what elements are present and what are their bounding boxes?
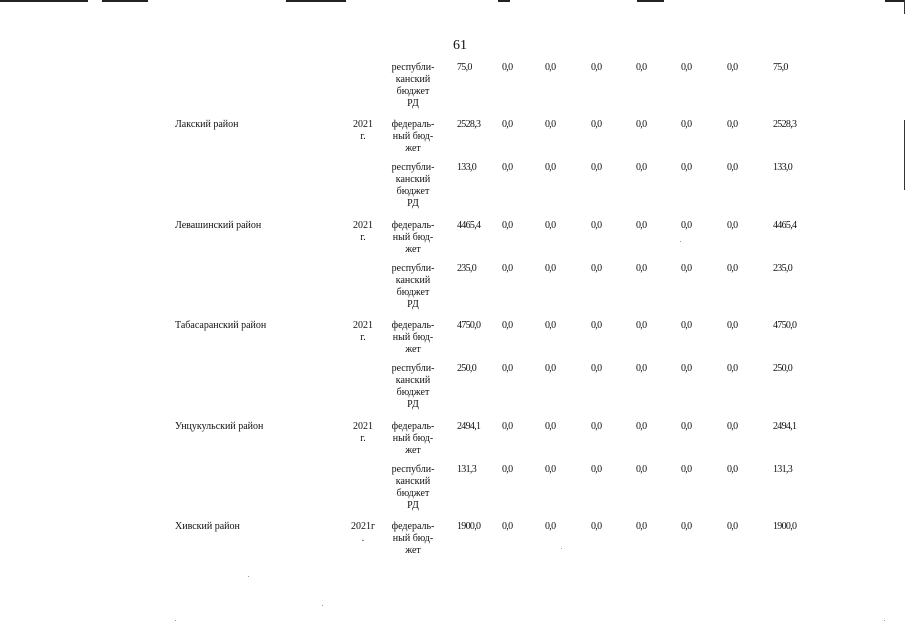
budget-source: республи- канский бюджет РД xyxy=(391,363,435,410)
scan-speck xyxy=(680,241,681,242)
value-cell: 0,0 xyxy=(591,62,602,73)
value-cell: 0,0 xyxy=(681,320,692,331)
value-cell: 0,0 xyxy=(727,521,738,532)
value-cell: 0,0 xyxy=(636,62,647,73)
value-cell: 0,0 xyxy=(681,119,692,130)
scan-edge-line xyxy=(498,0,510,2)
value-cell: 0,0 xyxy=(545,363,556,374)
value-cell: 2494,1 xyxy=(773,421,797,432)
value-cell: 0,0 xyxy=(636,119,647,130)
value-cell: 0,0 xyxy=(591,263,602,274)
budget-source: федераль- ный бюд- жет xyxy=(391,421,435,456)
value-cell: 0,0 xyxy=(727,62,738,73)
value-cell: 0,0 xyxy=(502,320,513,331)
value-cell: 4465,4 xyxy=(773,220,797,231)
year-cell: 2021 г. xyxy=(353,421,373,444)
scan-speck xyxy=(322,605,323,606)
value-cell: 0,0 xyxy=(636,421,647,432)
value-cell: 2528,3 xyxy=(773,119,797,130)
value-cell: 75,0 xyxy=(773,62,788,73)
district-name: Унцукульский район xyxy=(175,421,264,432)
value-cell: 0,0 xyxy=(681,220,692,231)
value-cell: 0,0 xyxy=(502,421,513,432)
value-cell: 0,0 xyxy=(636,162,647,173)
value-cell: 0,0 xyxy=(545,421,556,432)
value-cell: 0,0 xyxy=(727,320,738,331)
value-cell: 0,0 xyxy=(727,162,738,173)
budget-source: федераль- ный бюд- жет xyxy=(391,521,435,556)
scan-edge-line xyxy=(286,0,346,2)
value-cell: 0,0 xyxy=(591,521,602,532)
value-cell: 0,0 xyxy=(636,263,647,274)
scan-edge-line xyxy=(885,0,905,2)
value-cell: 0,0 xyxy=(545,119,556,130)
scan-speck xyxy=(884,620,885,621)
value-cell: 0,0 xyxy=(591,320,602,331)
district-name: Лакский район xyxy=(175,119,239,130)
value-cell: 0,0 xyxy=(727,263,738,274)
value-cell: 1900,0 xyxy=(773,521,797,532)
value-cell: 1900,0 xyxy=(457,521,481,532)
district-name: Левашинский район xyxy=(175,220,262,231)
value-cell: 0,0 xyxy=(681,363,692,374)
value-cell: 0,0 xyxy=(636,521,647,532)
year-cell: 2021г . xyxy=(350,521,376,544)
value-cell: 0,0 xyxy=(545,320,556,331)
value-cell: 2494,1 xyxy=(457,421,481,432)
value-cell: 0,0 xyxy=(681,162,692,173)
value-cell: 131,3 xyxy=(457,464,477,475)
value-cell: 0,0 xyxy=(727,220,738,231)
value-cell: 0,0 xyxy=(727,464,738,475)
value-cell: 0,0 xyxy=(545,62,556,73)
value-cell: 0,0 xyxy=(502,521,513,532)
scan-speck xyxy=(561,548,562,549)
value-cell: 131,3 xyxy=(773,464,793,475)
value-cell: 0,0 xyxy=(636,363,647,374)
value-cell: 4750,0 xyxy=(773,320,797,331)
value-cell: 0,0 xyxy=(502,220,513,231)
value-cell: 0,0 xyxy=(636,464,647,475)
value-cell: 0,0 xyxy=(502,263,513,274)
value-cell: 0,0 xyxy=(591,162,602,173)
budget-source: республи- канский бюджет РД xyxy=(391,464,435,511)
value-cell: 0,0 xyxy=(727,421,738,432)
value-cell: 0,0 xyxy=(545,220,556,231)
value-cell: 0,0 xyxy=(502,162,513,173)
year-cell: 2021 г. xyxy=(353,220,373,243)
value-cell: 133,0 xyxy=(773,162,793,173)
value-cell: 0,0 xyxy=(502,464,513,475)
value-cell: 235,0 xyxy=(773,263,793,274)
value-cell: 0,0 xyxy=(636,320,647,331)
value-cell: 235,0 xyxy=(457,263,477,274)
value-cell: 2528,3 xyxy=(457,119,481,130)
value-cell: 0,0 xyxy=(681,464,692,475)
scan-edge-line xyxy=(102,0,148,2)
budget-source: республи- канский бюджет РД xyxy=(391,263,435,310)
scan-speck xyxy=(175,620,176,621)
scan-edge-line xyxy=(637,0,664,2)
budget-source: федераль- ный бюд- жет xyxy=(391,119,435,154)
value-cell: 0,0 xyxy=(502,363,513,374)
budget-source: республи- канский бюджет РД xyxy=(391,62,435,109)
page-number: 61 xyxy=(453,38,467,53)
value-cell: 0,0 xyxy=(681,421,692,432)
value-cell: 0,0 xyxy=(545,162,556,173)
value-cell: 0,0 xyxy=(591,363,602,374)
value-cell: 0,0 xyxy=(545,464,556,475)
year-cell: 2021 г. xyxy=(353,320,373,343)
value-cell: 250,0 xyxy=(773,363,793,374)
value-cell: 4465,4 xyxy=(457,220,481,231)
value-cell: 0,0 xyxy=(591,421,602,432)
value-cell: 0,0 xyxy=(727,363,738,374)
scan-edge-line xyxy=(0,0,88,2)
district-name: Табасаранский район xyxy=(175,320,267,331)
district-name: Хивский район xyxy=(175,521,240,532)
value-cell: 133,0 xyxy=(457,162,477,173)
value-cell: 0,0 xyxy=(681,62,692,73)
value-cell: 0,0 xyxy=(591,119,602,130)
budget-source: федераль- ный бюд- жет xyxy=(391,220,435,255)
value-cell: 250,0 xyxy=(457,363,477,374)
value-cell: 0,0 xyxy=(545,521,556,532)
value-cell: 0,0 xyxy=(591,464,602,475)
value-cell: 0,0 xyxy=(681,263,692,274)
budget-source: республи- канский бюджет РД xyxy=(391,162,435,209)
value-cell: 0,0 xyxy=(502,62,513,73)
scan-speck xyxy=(248,576,249,577)
value-cell: 75,0 xyxy=(457,62,472,73)
year-cell: 2021 г. xyxy=(353,119,373,142)
value-cell: 0,0 xyxy=(545,263,556,274)
value-cell: 0,0 xyxy=(636,220,647,231)
value-cell: 0,0 xyxy=(591,220,602,231)
value-cell: 4750,0 xyxy=(457,320,481,331)
budget-source: федераль- ный бюд- жет xyxy=(391,320,435,355)
value-cell: 0,0 xyxy=(681,521,692,532)
value-cell: 0,0 xyxy=(502,119,513,130)
value-cell: 0,0 xyxy=(727,119,738,130)
